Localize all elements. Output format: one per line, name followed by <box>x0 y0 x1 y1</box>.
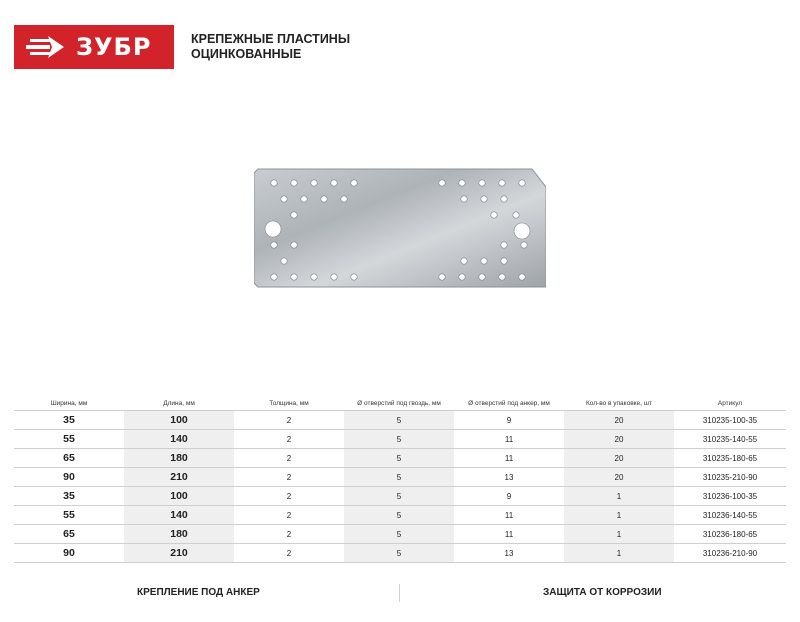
footer-divider <box>399 584 400 602</box>
table-cell: 1 <box>564 506 674 525</box>
plate-hole <box>519 180 525 186</box>
plate-hole <box>501 196 507 202</box>
table-cell: 20 <box>564 449 674 468</box>
plate-hole <box>439 274 445 280</box>
table-cell: 65 <box>14 525 124 544</box>
table-cell: 90 <box>14 468 124 487</box>
plate-hole <box>459 180 465 186</box>
table-cell: 140 <box>124 506 234 525</box>
table-cell: 180 <box>124 525 234 544</box>
feature-anchor-mount: КРЕПЛЕНИЕ ПОД АНКЕР <box>137 587 260 598</box>
plate-hole <box>281 258 287 264</box>
table-cell: 2 <box>234 506 344 525</box>
table-cell: 310236-140-55 <box>674 506 786 525</box>
plate-hole <box>351 180 357 186</box>
table-cell: 310235-210-90 <box>674 468 786 487</box>
plate-hole <box>331 180 337 186</box>
table-cell: 210 <box>124 468 234 487</box>
table-cell: 11 <box>454 430 564 449</box>
table-cell: 55 <box>14 430 124 449</box>
col-nail-hole-header: Ø отверстий под гвоздь, мм <box>357 400 441 407</box>
plate-hole <box>479 180 485 186</box>
table-cell: 9 <box>454 487 564 506</box>
table-cell: 310235-180-65 <box>674 449 786 468</box>
plate-hole <box>291 212 297 218</box>
table-cell: 2 <box>234 411 344 430</box>
brand-name: ЗУБР <box>76 33 152 61</box>
plate-hole <box>301 196 307 202</box>
table-cell: 1 <box>564 544 674 563</box>
table-cell: 5 <box>344 449 454 468</box>
col-article-header: Артикул <box>717 400 743 407</box>
col-thickness-header: Толщина, мм <box>269 400 309 407</box>
col-anchor-hole-header: Ø отверстий под анкер, мм <box>468 400 550 407</box>
table-cell: 5 <box>344 430 454 449</box>
table-cell: 5 <box>344 487 454 506</box>
table-cell: 35 <box>14 487 124 506</box>
plate-hole <box>459 274 465 280</box>
table-cell: 5 <box>344 411 454 430</box>
table-cell: 5 <box>344 525 454 544</box>
page-title <box>191 32 350 62</box>
plate-hole <box>481 196 487 202</box>
plate-hole <box>499 180 505 186</box>
table-cell: 20 <box>564 411 674 430</box>
plate-hole <box>501 242 507 248</box>
table-row <box>14 430 786 449</box>
table-cell: 1 <box>564 487 674 506</box>
col-width-header: Ширина, мм <box>50 400 88 407</box>
table-cell: 11 <box>454 449 564 468</box>
table-row <box>14 544 786 563</box>
footer-bar <box>14 582 786 604</box>
plate-hole <box>351 274 357 280</box>
table-cell: 11 <box>454 506 564 525</box>
plate-hole <box>461 258 467 264</box>
plate-hole <box>311 274 317 280</box>
table-cell: 11 <box>454 525 564 544</box>
table-cell: 310235-100-35 <box>674 411 786 430</box>
plate-hole <box>291 242 297 248</box>
table-cell: 2 <box>234 430 344 449</box>
col-length-header: Длина, мм <box>163 400 195 407</box>
plate-hole <box>479 274 485 280</box>
title-line-1: КРЕПЕЖНЫЕ ПЛАСТИНЫ <box>191 32 351 46</box>
table-row <box>14 487 786 506</box>
arrow-logo-icon <box>26 36 66 58</box>
table-cell: 5 <box>344 468 454 487</box>
table-cell: 2 <box>234 487 344 506</box>
table-cell: 90 <box>14 544 124 563</box>
table-row <box>14 411 786 430</box>
table-cell: 2 <box>234 449 344 468</box>
table-cell: 5 <box>344 506 454 525</box>
table-cell: 310236-100-35 <box>674 487 786 506</box>
table-cell: 55 <box>14 506 124 525</box>
table-cell: 310235-140-55 <box>674 430 786 449</box>
table-cell: 180 <box>124 449 234 468</box>
plate-hole <box>439 180 445 186</box>
table-cell: 100 <box>124 487 234 506</box>
table-cell: 2 <box>234 468 344 487</box>
table-row <box>14 506 786 525</box>
brand-logo <box>14 25 174 69</box>
table-row <box>14 449 786 468</box>
table-cell: 310236-180-65 <box>674 525 786 544</box>
plate-hole <box>271 274 277 280</box>
table-cell: 210 <box>124 544 234 563</box>
table-cell: 310236-210-90 <box>674 544 786 563</box>
plate-hole <box>331 274 337 280</box>
plate-hole <box>513 212 519 218</box>
plate-hole <box>291 274 297 280</box>
table-cell: 140 <box>124 430 234 449</box>
table-row <box>14 468 786 487</box>
feature-corrosion-protection: ЗАЩИТА ОТ КОРРОЗИИ <box>543 587 662 598</box>
table-cell: 20 <box>564 430 674 449</box>
plate-hole <box>501 258 507 264</box>
table-cell: 2 <box>234 525 344 544</box>
table-cell: 13 <box>454 468 564 487</box>
spec-table <box>14 397 786 563</box>
plate-hole <box>521 242 527 248</box>
table-header-row <box>14 397 786 411</box>
plate-hole <box>481 258 487 264</box>
plate-hole <box>514 223 530 239</box>
table-cell: 35 <box>14 411 124 430</box>
title-line-2: ОЦИНКОВАННЫЕ <box>191 47 302 61</box>
plate-hole <box>291 180 297 186</box>
table-cell: 20 <box>564 468 674 487</box>
plate-hole <box>499 274 505 280</box>
table-cell: 2 <box>234 544 344 563</box>
plate-hole <box>271 180 277 186</box>
plate-hole <box>491 212 497 218</box>
table-cell: 1 <box>564 525 674 544</box>
plate-hole <box>341 196 347 202</box>
table-cell: 100 <box>124 411 234 430</box>
table-cell: 65 <box>14 449 124 468</box>
table-cell: 9 <box>454 411 564 430</box>
plate-hole <box>271 242 277 248</box>
plate-hole <box>311 180 317 186</box>
plate-image <box>254 167 546 289</box>
plate-hole <box>461 196 467 202</box>
table-cell: 5 <box>344 544 454 563</box>
plate-hole <box>281 196 287 202</box>
plate-hole <box>265 221 281 237</box>
table-row <box>14 525 786 544</box>
plate-hole <box>321 196 327 202</box>
col-pack-qty-header: Кол-во в упаковке, шт <box>586 400 652 407</box>
table-cell: 13 <box>454 544 564 563</box>
plate-hole <box>519 274 525 280</box>
